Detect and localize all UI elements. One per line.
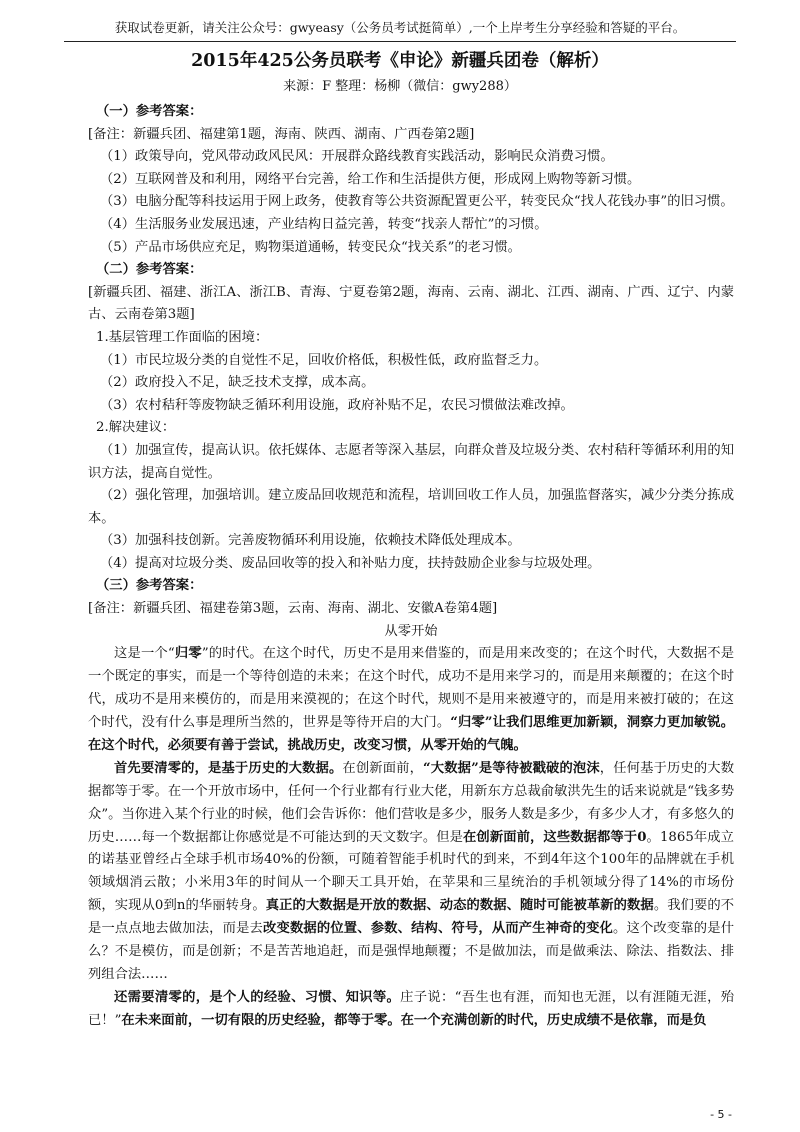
essay-title: 从零开始 — [384, 623, 438, 639]
section1-note: [备注：新疆兵团、福建第1题，海南、陕西、湖南、广西卷第2题] — [88, 126, 475, 142]
section2-subheading: 2.解决建议： — [96, 420, 176, 436]
section1-item: （5）产品市场供应充足，购物渠道通畅，转变民众“找关系”的老习惯。 — [100, 239, 521, 255]
section3-heading: （三）参考答案： — [96, 578, 203, 594]
essay-paragraph: 这是一个“归零”的时代。在这个时代，历史不是用来借鉴的，而是用来改变的；在这个时代，大数据不是一个既定的事实，而是一个等待创造的未来；在这个时代，成功不是用来学习的，而是用来颠覆的；在这个时代，成功不是用来模仿的，而是用来漠视的；在这个时代，规则不是用来被遵守的，而是用来被打破的；在这个时代，没有什么事是理所当然的，世界是等待开启的大门。“归零”让我们思维更加新颖，洞察力更加敏锐。在这个时代，必须要有善于尝试，挑战历史，改变习惯，从零开始的气魄。 — [88, 646, 734, 753]
section2-heading: （二）参考答案： — [96, 262, 203, 278]
section3-note: [备注：新疆兵团、福建卷第3题，云南、海南、湖北、安徽A卷第4题] — [88, 601, 498, 617]
document-body — [88, 101, 734, 1033]
page-number: - 5 - — [710, 1108, 732, 1121]
section1-item: （4）生活服务业发展迅速，产业结构日益完善，转变“找亲人帮忙”的习惯。 — [100, 216, 548, 232]
section2-suggestion: （3）加强科技创新。完善废物循环利用设施，依赖技术降低处理成本。 — [100, 533, 521, 549]
essay-paragraph: 还需要清零的，是个人的经验、习惯、知识等。庄子说：“吾生也有涯，而知也无涯，以有涯随无涯，殆已！”在未来面前，一切有限的历史经验，都等于零。在一个充满创新的时代，历史成绩不是依靠，而是负 — [88, 989, 734, 1028]
section2-problem: （2）政府投入不足，缺乏技术支撑，成本高。 — [100, 375, 375, 391]
document-source: 来源：F 整理：杨柳（微信：gwy288） — [283, 79, 517, 94]
section1-item: （3）电脑分配等科技运用于网上政务，使教育等公共资源配置更公平，转变民众“找人花钱办事”的旧习惯。 — [100, 194, 734, 210]
section2-suggestion: （4）提高对垃圾分类、废品回收等的投入和补贴力度，扶持鼓励企业参与垃圾处理。 — [100, 555, 601, 571]
essay-paragraph: 首先要清零的，是基于历史的大数据。在创新面前，“大数据”是等待被戳破的泡沫，任何基于历史的大数据都等于零。在一个开放市场中，任何一个行业都有行业大佬，用新东方总裁俞敏洪先生的话来说就是“钱多势众”。当你进入某个行业的时候，他们会告诉你：他们营收是多少，服务人数是多少，有多少人才，有多悠久的历史……每一个数据都让你感觉是不可能达到的天文数字。但是在创新面前，这些数据都等于0。1865年成立的诺基亚曾经占全球手机市场40%的份额，可随着智能手机时代的到来，不到4年这个100年的品牌就在手机领域烟消云散；小米用3年的时间从一个聊天工具开始，在苹果和三星统治的手机领域分得了14%的市场份额，实现从0到n的华丽转身。真正的大数据是开放的数据、动态的数据、随时可能被革新的数据。我们要的不是一点点地去做加法，而是去改变数据的位置、参数、结构、符号，从而产生神奇的变化。这个改变靠的是什么？不是模仿，而是创新；不是苦苦地追赶，而是强悍地颠覆；不是做加法，而是做乘法、除法、指数法、排列组合法…… — [88, 760, 735, 982]
section1-heading: （一）参考答案： — [96, 104, 203, 119]
section2-suggestion: （1）加强宣传，提高认识。依托媒体、志愿者等深入基层，向群众普及垃圾分类、农村秸秆等循环利用的知识方法，提高自觉性。 — [88, 442, 734, 481]
section2-note: [新疆兵团、福建、浙江A、浙江B、青海、宁夏卷第2题，海南、云南、湖北、江西、湖南、广西、辽宁、内蒙古、云南卷第3题] — [88, 284, 734, 323]
section2-subheading: 1.基层管理工作面临的困境： — [96, 329, 269, 345]
essay-body — [88, 643, 734, 1032]
section2-suggestion: （2）强化管理，加强培训。建立废品回收规范和流程，培训回收工作人员，加强监督落实，减少分类分拣成本。 — [88, 488, 734, 526]
section1-item: （2）互联网普及和利用，网络平台完善，给工作和生活提供方便，形成网上购物等新习惯。 — [100, 171, 641, 187]
section1-item: （1）政策导向，党风带动政风民风：开展群众路线教育实践活动，影响民众消费习惯。 — [100, 149, 614, 165]
section2-problem: （1）市民垃圾分类的自觉性不足，回收价格低，积极性低，政府监督乏力。 — [100, 352, 548, 368]
section2-problem: （3）农村秸秆等废物缺乏循环利用设施，政府补贴不足，农民习惯做法难改掉。 — [100, 397, 574, 413]
header-divider — [64, 41, 736, 42]
document-title: 2015年425公务员联考《申论》新疆兵团卷（解析） — [191, 51, 609, 71]
header-notice: 获取试卷更新，请关注公众号：gwyeasy（公务员考试挺简单）,一个上岸考生分享经验和答疑的平台。 — [114, 20, 686, 35]
